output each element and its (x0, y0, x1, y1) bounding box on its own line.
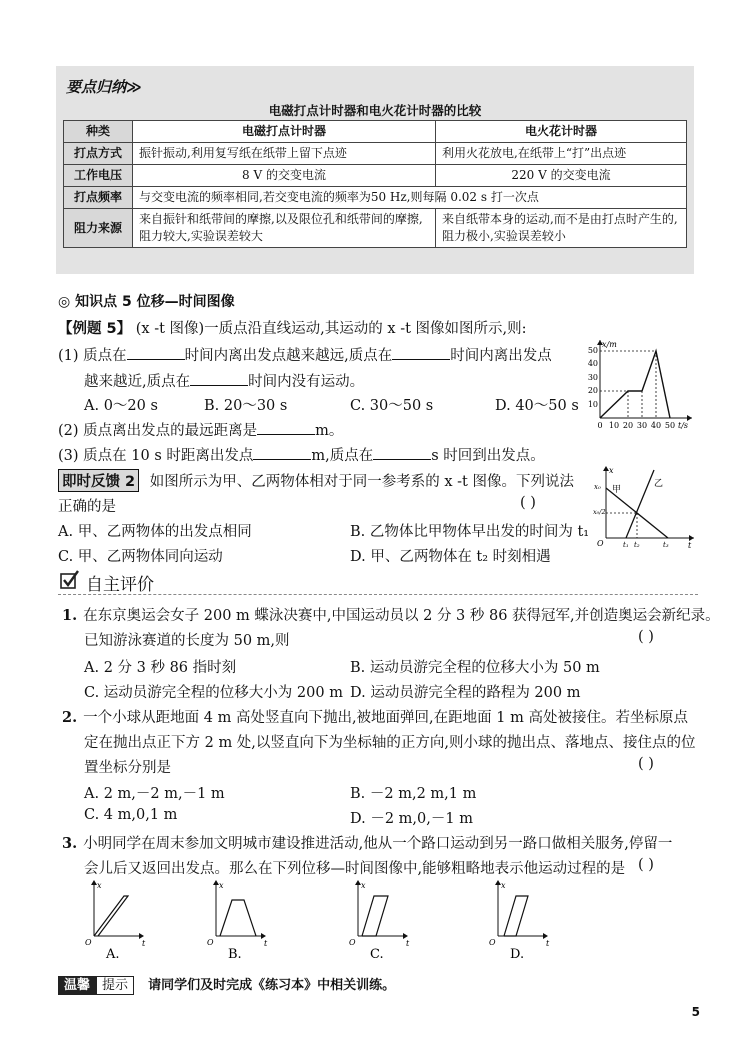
question-text: 小明同学在周末参加文明城市建设推进活动,他从一个路口运动到另一路口做相关服务,停留一 (83, 836, 673, 852)
q2-text-a: (2) 质点离出发点的最远距离是 (58, 423, 258, 439)
axis-t-label: t (406, 939, 410, 948)
checklist-icon (58, 568, 82, 592)
table-row (64, 165, 687, 187)
header-cell: 电磁打点计时器 (133, 121, 436, 143)
origin-label: O (349, 938, 356, 947)
summary-heading: 要点归纳≫ (66, 78, 142, 96)
axis-t-label: t (546, 939, 550, 948)
q1-text-a: (1) 质点在 (58, 348, 127, 364)
guide-lines (606, 513, 637, 538)
origin-label: O (85, 938, 92, 947)
comparison-table (63, 120, 687, 248)
option-item[interactable]: D. 运动员游完全程的路程为 200 m (350, 685, 581, 701)
row-label: 阻力来源 (64, 209, 133, 248)
y-tick: 50 (587, 346, 598, 355)
x-ticks (597, 421, 675, 430)
graph-option-c[interactable] (349, 880, 410, 962)
option-item[interactable]: B. 乙物体比甲物体早出发的时间为 t₁ (350, 524, 590, 540)
option-item[interactable]: C. 4 m,0,1 m (84, 807, 178, 823)
y-tick: 20 (587, 386, 598, 395)
q3-text-a: (3) 质点在 10 s 时距离出发点 (58, 448, 254, 464)
q1-text-d: 越来越近,质点在 (84, 374, 191, 390)
tip-tag: 提示 (96, 976, 134, 995)
q1-text-c: 时间内离出发点 (450, 348, 552, 364)
section-title: ◎ 知识点 5 位移—时间图像 (58, 294, 235, 310)
graph-option-a[interactable] (85, 880, 146, 962)
tip-text: 请同学们及时完成《练习本》中相关训练。 (148, 978, 396, 993)
jia-label: 甲 (612, 485, 622, 495)
q1-text-e: 时间内没有运动。 (248, 374, 365, 390)
table-cell: 来自振针和纸带间的摩擦,以及限位孔和纸带间的摩擦,阻力较大,实验误差较大 (133, 209, 436, 248)
answer-blank[interactable] (190, 373, 248, 386)
x-tick: 20 (622, 421, 634, 430)
option-item[interactable]: D. 40～50 s (495, 398, 579, 414)
y-axis-label: x/m (602, 340, 617, 349)
question-number: 1. (62, 607, 78, 624)
option-item[interactable]: D. －2 m,0,－1 m (350, 811, 473, 827)
question-text: 已知游泳赛道的长度为 50 m,则 (84, 633, 290, 649)
question-text: 置坐标分别是 (84, 760, 171, 776)
table-cell: 与交变电流的频率相同,若交变电流的频率为50 Hz,则每隔 0.02 s 打一次点 (133, 187, 687, 209)
answer-blank[interactable] (373, 447, 431, 460)
axis-x-label: x (609, 466, 614, 475)
table-cell: 振针振动,利用复写纸在纸带上留下点迹 (133, 143, 436, 165)
x-tick: 10 (608, 421, 620, 430)
header-cell: 电火花计时器 (436, 121, 687, 143)
row-label: 打点频率 (64, 187, 133, 209)
answer-blank[interactable] (253, 447, 311, 460)
table-header-row (64, 121, 687, 143)
t1-label: t₁ (623, 541, 629, 549)
option-item[interactable]: C. 甲、乙两物体同向运动 (58, 549, 223, 565)
x-axis-label: t/s (678, 421, 689, 430)
x-tick: 0 (597, 421, 603, 430)
question-text: 在东京奥运会女子 200 m 蝶泳决赛中,中国运动员以 2 分 3 秒 86 获得冠军,并创造奥运会新纪录。 (83, 608, 720, 624)
row-label: 工作电压 (64, 165, 133, 187)
self-eval-title: 自主评价 (86, 575, 154, 595)
question-text: 一个小球从距地面 4 m 高处竖直向下抛出,被地面弹回,在距地面 1 m 高处被接住。若坐标原点 (83, 710, 688, 726)
axis-x-label: x (219, 881, 224, 890)
q3-graphs (84, 878, 684, 962)
table-cell: 利用火花放电,在纸带上“打”出点迹 (436, 143, 687, 165)
answer-paren[interactable]: ( ) (638, 629, 654, 645)
question-number: 3. (62, 835, 78, 852)
header-cell: 种类 (64, 121, 133, 143)
x0-label: x₀ (594, 483, 601, 491)
option-item[interactable]: C. 30～50 s (350, 398, 434, 414)
axis-x-label: x (501, 881, 506, 890)
question-text: 定在抛出点正下方 2 m 处,以竖直向下为坐标轴的正方向,则小球的抛出点、落地点、接住点的位 (84, 735, 696, 751)
option-item[interactable]: A. 2 m,－2 m,－1 m (84, 786, 225, 802)
jia-yi-graph (592, 462, 700, 552)
question-number: 2. (62, 709, 78, 726)
answer-blank[interactable] (127, 347, 185, 360)
option-item[interactable]: D. 甲、乙两物体在 t₂ 时刻相遇 (350, 549, 551, 565)
x-tick: 50 (664, 421, 676, 430)
feedback-tag: 即时反馈 2 (58, 469, 139, 492)
question-text: 会儿后又返回出发点。那么在下列位移—时间图像中,能够粗略地表示他运动过程的是 (84, 861, 626, 877)
t3-label: t₃ (663, 541, 669, 549)
answer-blank[interactable] (392, 347, 450, 360)
graph-option-label: C. (370, 947, 384, 962)
option-item[interactable]: A. 2 分 3 秒 86 指时刻 (84, 660, 237, 676)
q3-text-b: m,质点在 (311, 448, 374, 464)
y-tick: 40 (587, 359, 598, 368)
origin-label: O (597, 539, 604, 548)
feedback-text: 正确的是 (58, 499, 116, 515)
y-ticks (588, 346, 598, 409)
axis-x-label: x (361, 881, 366, 890)
table-cell: 来自纸带本身的运动,而不是由打点时产生的,阻力极小,实验误差较小 (436, 209, 687, 248)
q3-text-c: s 时回到出发点。 (431, 448, 545, 464)
feedback-text: 如图所示为甲、乙两物体相对于同一参考系的 x -t 图像。下列说法 (149, 474, 574, 490)
graph-option-label: A. (106, 947, 120, 962)
example-text: (x -t 图像)一质点沿直线运动,其运动的 x -t 图像如图所示,则: (135, 321, 527, 337)
page-number: 5 (691, 1005, 700, 1019)
table-cell: 8 V 的交变电流 (133, 165, 436, 187)
option-item[interactable]: A. 0～20 s (84, 398, 158, 414)
origin-label: O (207, 938, 214, 947)
tip-tag: 温馨 (58, 976, 96, 995)
answer-paren[interactable]: ( ) (520, 495, 536, 511)
yi-line (626, 470, 654, 538)
graph-option-label: D. (510, 947, 525, 962)
table-title: 电磁打点计时器和电火花计时器的比较 (268, 103, 482, 118)
option-item[interactable]: A. 甲、乙两物体的出发点相同 (58, 524, 252, 540)
option-item[interactable]: B. 20～30 s (204, 398, 288, 414)
y-tick: 30 (587, 373, 598, 382)
axis-x-label: x (97, 881, 102, 890)
x-tick: 30 (636, 421, 648, 430)
row-label: 打点方式 (64, 143, 133, 165)
yi-label: 乙 (654, 479, 664, 489)
option-item[interactable]: B. －2 m,2 m,1 m (350, 786, 477, 802)
t-label: t (688, 541, 692, 550)
graph-option-label: B. (228, 947, 242, 962)
origin-label: O (489, 938, 496, 947)
graph-option-b[interactable] (207, 880, 268, 962)
axis-t-label: t (142, 939, 146, 948)
table-cell: 220 V 的交变电流 (436, 165, 687, 187)
motion-line (600, 351, 670, 418)
xt-graph (586, 336, 700, 436)
option-item[interactable]: B. 运动员游完全程的位移大小为 50 m (350, 660, 600, 676)
q2-text-b: m。 (315, 423, 344, 439)
table-row (64, 209, 687, 248)
axis-t-label: t (264, 939, 268, 948)
x-tick: 40 (650, 421, 662, 430)
divider (58, 594, 698, 595)
x0-half-label: x₀/2 (593, 508, 606, 516)
table-row (64, 187, 687, 209)
table-row (64, 143, 687, 165)
t2-label: t₂ (634, 541, 640, 549)
y-tick: 10 (587, 400, 598, 409)
q1-text-b: 时间内离出发点越来越远,质点在 (184, 348, 393, 364)
answer-paren[interactable]: ( ) (638, 857, 654, 873)
guide-lines (600, 351, 656, 418)
example-tag: 【例题 5】 (58, 321, 132, 337)
graph-option-d[interactable] (489, 880, 550, 962)
answer-blank[interactable] (257, 422, 315, 435)
answer-paren[interactable]: ( ) (638, 756, 654, 772)
option-item[interactable]: C. 运动员游完全程的位移大小为 200 m (84, 685, 343, 701)
